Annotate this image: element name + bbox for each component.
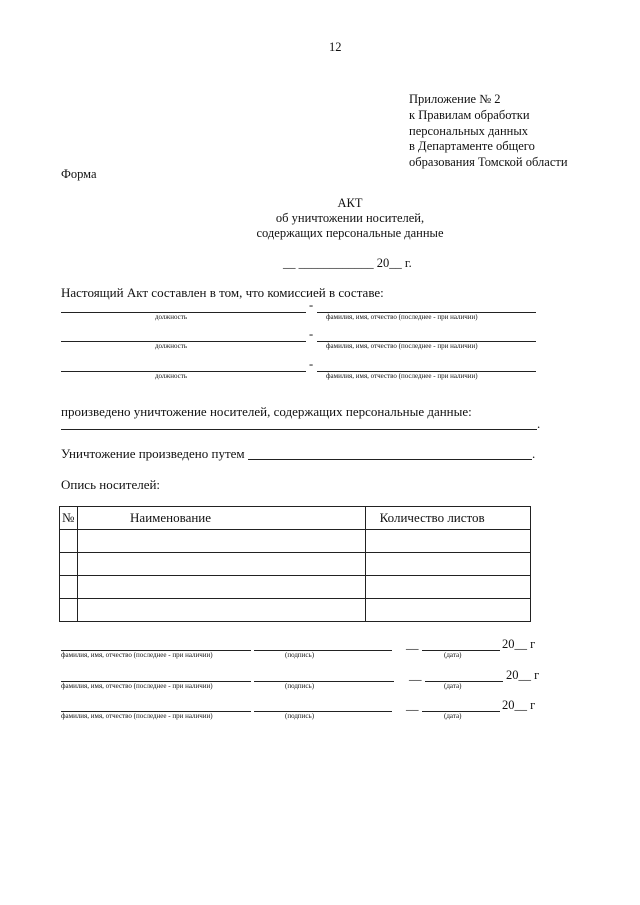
table-cell[interactable]: [60, 553, 78, 576]
table-cell[interactable]: [60, 576, 78, 599]
table-cell[interactable]: [365, 530, 530, 553]
table-row: [60, 599, 531, 622]
title-line: содержащих персональные данные: [256, 226, 444, 240]
name-caption: фамилия, имя, отчество (последнее - при наличии): [326, 372, 478, 380]
act-date-field[interactable]: __ ____________ 20__ г.: [283, 256, 412, 270]
inventory-table: [59, 506, 531, 622]
date-caption: (дата): [444, 682, 462, 690]
column-header-number: №: [60, 507, 78, 530]
method-label: Уничтожение произведено путем: [61, 446, 245, 461]
table-cell[interactable]: [78, 599, 366, 622]
table-cell[interactable]: [60, 530, 78, 553]
table-cell[interactable]: [365, 576, 530, 599]
method-field[interactable]: [248, 459, 532, 460]
date-field[interactable]: [425, 681, 503, 682]
signature-field[interactable]: [254, 711, 392, 712]
day-blank[interactable]: __: [406, 637, 419, 651]
table-cell[interactable]: [365, 553, 530, 576]
table-row: [60, 553, 531, 576]
appendix-line: к Правилам обработки: [409, 108, 530, 122]
period: .: [537, 416, 541, 431]
table-cell[interactable]: [78, 553, 366, 576]
form-label: Форма: [61, 167, 97, 181]
appendix-line: в Департаменте общего: [409, 139, 535, 153]
period: .: [532, 446, 536, 461]
name-caption: фамилия, имя, отчество (последнее - при наличии): [326, 313, 478, 321]
table-row: [60, 530, 531, 553]
intro-text: Настоящий Акт составлен в том, что комиссией в составе:: [61, 285, 384, 300]
day-blank[interactable]: __: [409, 668, 422, 682]
dash: -: [309, 327, 314, 341]
position-caption: должность: [154, 372, 188, 380]
date-caption: (дата): [444, 712, 462, 720]
name-caption: фамилия, имя, отчество (последнее - при наличии): [326, 342, 478, 350]
sign-caption: (подпись): [285, 651, 315, 659]
date-caption: (дата): [444, 651, 462, 659]
table-cell[interactable]: [78, 530, 366, 553]
name-caption: фамилия, имя, отчество (последнее - при наличии): [61, 712, 213, 720]
name-caption: фамилия, имя, отчество (последнее - при наличии): [61, 682, 213, 690]
table-cell[interactable]: [78, 576, 366, 599]
dash: -: [309, 298, 314, 312]
destroyed-data-field[interactable]: [61, 429, 537, 430]
dash: -: [309, 357, 314, 371]
table-row: [60, 576, 531, 599]
title-line: АКТ: [337, 196, 363, 210]
appendix-line: Приложение № 2: [409, 92, 501, 106]
table-header-row: [60, 507, 531, 530]
sign-caption: (подпись): [285, 682, 315, 690]
table-cell[interactable]: [60, 599, 78, 622]
destroyed-text: произведено уничтожение носителей, содержащих персональные данные:: [61, 404, 472, 419]
column-header-name: Наименование: [78, 507, 366, 530]
signature-field[interactable]: [254, 681, 394, 682]
day-blank[interactable]: __: [406, 698, 419, 712]
year-suffix: 20__ г: [502, 698, 536, 712]
position-caption: должность: [154, 313, 188, 321]
sign-caption: (подпись): [285, 712, 315, 720]
name-caption: фамилия, имя, отчество (последнее - при наличии): [61, 651, 213, 659]
position-caption: должность: [154, 342, 188, 350]
year-suffix: 20__ г: [502, 637, 536, 651]
appendix-line: образования Томской области: [409, 155, 568, 169]
inventory-title: Опись носителей:: [61, 477, 161, 492]
title-line: об уничтожении носителей,: [275, 211, 425, 225]
page-number: 12: [329, 40, 342, 54]
appendix-line: персональных данных: [409, 124, 528, 138]
signature-field[interactable]: [254, 650, 392, 651]
table-cell[interactable]: [365, 599, 530, 622]
year-suffix: 20__ г: [506, 668, 540, 682]
column-header-sheets: Количество листов: [365, 507, 530, 530]
